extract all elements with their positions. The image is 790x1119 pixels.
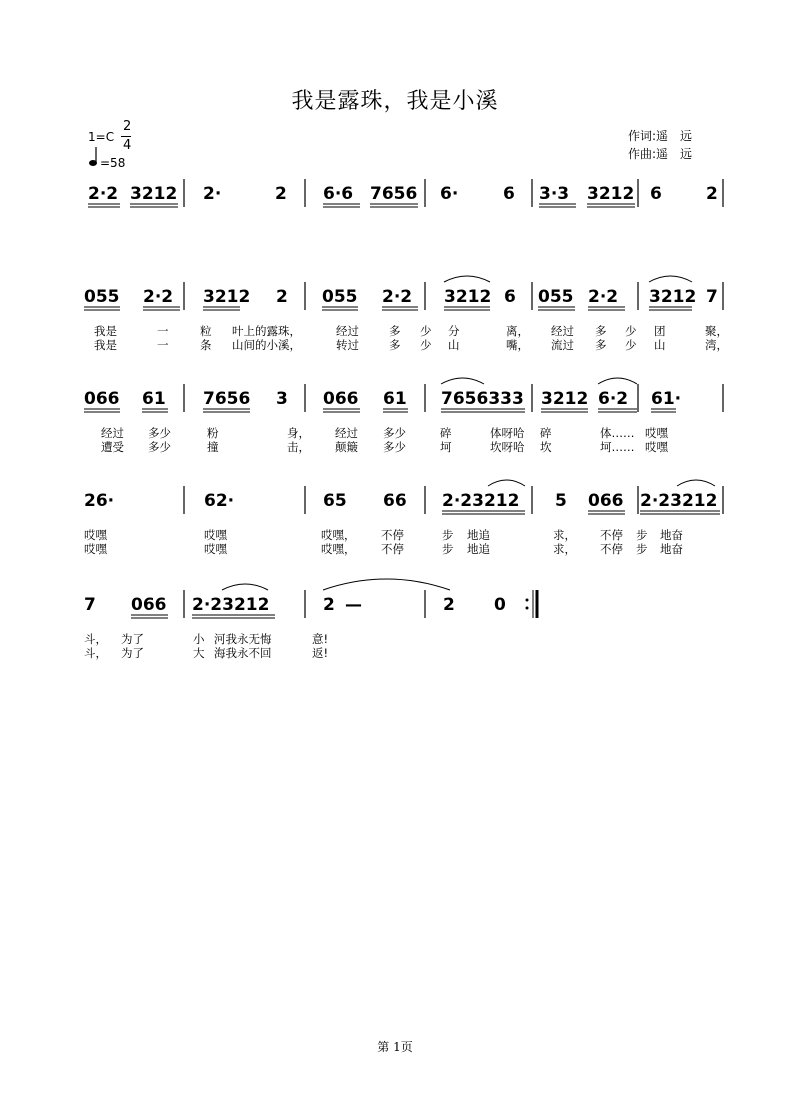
note-group: 2 bbox=[276, 287, 288, 307]
lyric-verse2: 湾， bbox=[705, 338, 728, 352]
note-group: 3212 bbox=[130, 184, 178, 204]
lyric-verse1: 哎嘿 bbox=[645, 426, 668, 440]
lyric-verse2: 撞 bbox=[207, 440, 219, 454]
lyric-verse2: 哎嘿 bbox=[645, 440, 668, 454]
lyric-verse1: 离， bbox=[506, 324, 529, 338]
note-group: 066 bbox=[588, 491, 624, 511]
lyric-verse2: 不停 bbox=[381, 542, 404, 556]
note-group: 2·23212 bbox=[192, 595, 270, 615]
lyric-verse1: 不停 bbox=[600, 528, 623, 542]
time-denominator: 4 bbox=[123, 138, 132, 153]
lyric-verse2: 哎嘿 bbox=[84, 542, 107, 556]
note-group: 6· bbox=[440, 184, 459, 204]
lyric-verse1: 经过 bbox=[336, 324, 359, 338]
note-group: 066 bbox=[131, 595, 167, 615]
note-group: 066 bbox=[84, 389, 120, 409]
lyric-verse1: 分 bbox=[448, 324, 460, 338]
note-group: 3212 bbox=[203, 287, 251, 307]
note-group: 2·2 bbox=[588, 287, 619, 307]
lyric-verse1: 少 bbox=[420, 324, 432, 338]
lyric-verse1: 多 bbox=[389, 324, 401, 338]
note-group: 055 bbox=[538, 287, 574, 307]
note-group: 6·2 bbox=[598, 389, 629, 409]
lyric-verse1: 斗， bbox=[84, 632, 107, 646]
note-group: 66 bbox=[383, 491, 407, 511]
time-numerator: 2 bbox=[123, 119, 132, 134]
note-group: 6·6 bbox=[323, 184, 354, 204]
note-group: 7656 bbox=[203, 389, 251, 409]
lyric-verse2: 山 bbox=[654, 338, 666, 352]
page-number: 第 1页 bbox=[377, 1040, 413, 1054]
lyric-verse1: 碎 bbox=[540, 426, 552, 440]
repeat-dot bbox=[526, 599, 529, 602]
slur-arc bbox=[441, 378, 484, 384]
note-group: 6 bbox=[650, 184, 662, 204]
lyric-verse2: 求， bbox=[553, 542, 576, 556]
note-group: 7656 bbox=[370, 184, 418, 204]
lyric-verse2: 地追 bbox=[467, 542, 490, 556]
note-group: 2· bbox=[203, 184, 222, 204]
lyric-verse1: 团 bbox=[654, 324, 666, 338]
lyric-verse1: 少 bbox=[625, 324, 637, 338]
lyric-verse2: 地奋 bbox=[660, 542, 683, 556]
lyric-verse1: 经过 bbox=[335, 426, 358, 440]
lyric-verse2: 转过 bbox=[336, 338, 359, 352]
slur-arc bbox=[323, 579, 450, 590]
note-group: 6 bbox=[504, 287, 516, 307]
note-group: 0 bbox=[494, 595, 506, 615]
lyric-verse2: 哎嘿 bbox=[204, 542, 227, 556]
slur-arc bbox=[444, 276, 490, 282]
lyric-verse2: 遭受 bbox=[101, 440, 124, 454]
lyric-verse1: 珠， bbox=[278, 324, 301, 338]
note-group: 2 bbox=[275, 184, 287, 204]
lyric-verse2: 少 bbox=[420, 338, 432, 352]
note-group: 6 bbox=[503, 184, 515, 204]
note-group: 61 bbox=[142, 389, 166, 409]
lyric-verse1: 哎嘿 bbox=[84, 528, 107, 542]
note-group: 2·23212 bbox=[640, 491, 718, 511]
lyric-verse1: 多少 bbox=[383, 426, 406, 440]
lyric-verse1: 意! bbox=[312, 632, 329, 646]
lyric-verse1: 多少 bbox=[148, 426, 171, 440]
lyric-verse1: 体呀哈 bbox=[490, 426, 525, 440]
lyric-verse1: 哎嘿， bbox=[321, 528, 356, 542]
lyric-verse1: 小 bbox=[193, 632, 205, 646]
lyric-verse2: 山 bbox=[448, 338, 460, 352]
lyricist-credit: 作词:遥 远 bbox=[628, 129, 693, 143]
lyric-verse1: 求， bbox=[553, 528, 576, 542]
lyric-verse2: 哎嘿， bbox=[321, 542, 356, 556]
lyric-verse1: 我是 bbox=[94, 324, 117, 338]
lyric-verse1: 多 bbox=[595, 324, 607, 338]
note-group: 61· bbox=[651, 389, 682, 409]
repeat-dot bbox=[526, 607, 529, 610]
note-group: 3 bbox=[276, 389, 288, 409]
note-group: 3212 bbox=[649, 287, 697, 307]
lyric-verse1: 粉 bbox=[207, 426, 219, 440]
lyric-verse2: 条 bbox=[200, 338, 212, 352]
note-group: 7 bbox=[706, 287, 718, 307]
note-group: 055 bbox=[322, 287, 358, 307]
lyric-verse1: 步 bbox=[636, 528, 648, 542]
lyric-verse2: 步 bbox=[442, 542, 454, 556]
lyric-verse2: 大 bbox=[193, 646, 205, 660]
lyric-verse1: 哎嘿 bbox=[204, 528, 227, 542]
lyric-verse2: 坎呀哈 bbox=[490, 440, 525, 454]
lyric-verse1: 聚， bbox=[705, 324, 728, 338]
lyric-verse2: 多 bbox=[389, 338, 401, 352]
lyric-verse1: 体…… bbox=[600, 426, 635, 440]
note-group: 3212 bbox=[541, 389, 589, 409]
lyric-verse1: 粒 bbox=[200, 324, 212, 338]
lyric-verse1: 经过 bbox=[551, 324, 574, 338]
lyric-verse2: 流过 bbox=[551, 338, 574, 352]
note-group: 2·23212 bbox=[442, 491, 520, 511]
lyric-verse2: 我是 bbox=[94, 338, 117, 352]
lyric-verse1: 地追 bbox=[467, 528, 490, 542]
note-group: 3·3 bbox=[539, 184, 570, 204]
song-title: 我是露珠，我是小溪 bbox=[291, 89, 499, 114]
lyric-verse1: 碎 bbox=[440, 426, 452, 440]
note-group: 2·2 bbox=[382, 287, 413, 307]
lyric-verse1: 一 bbox=[157, 324, 169, 338]
note-group: 2·2 bbox=[143, 287, 174, 307]
slur-arc bbox=[598, 378, 637, 384]
note-group: — bbox=[345, 595, 362, 615]
note-group: 61 bbox=[383, 389, 407, 409]
tempo-marking: =58 bbox=[100, 156, 126, 170]
note-group: 5 bbox=[555, 491, 567, 511]
note-group: 2·2 bbox=[88, 184, 119, 204]
lyric-verse2: 击， bbox=[287, 440, 310, 454]
lyric-verse2: 一 bbox=[157, 338, 169, 352]
lyric-verse2: 为了 bbox=[121, 646, 144, 660]
lyric-verse2: 步 bbox=[636, 542, 648, 556]
lyric-verse2: 不停 bbox=[600, 542, 623, 556]
slur-arc bbox=[649, 276, 692, 282]
note-group: 7 bbox=[84, 595, 96, 615]
lyric-verse2: 嘴， bbox=[506, 338, 529, 352]
lyric-verse2: 多少 bbox=[383, 440, 406, 454]
lyric-verse2: 颠簸 bbox=[335, 440, 358, 454]
note-group: 65 bbox=[323, 491, 347, 511]
note-group: 2 bbox=[706, 184, 718, 204]
slur-arc bbox=[488, 480, 525, 486]
note-group: 2 bbox=[443, 595, 455, 615]
lyric-verse1: 地奋 bbox=[660, 528, 683, 542]
note-group: 26· bbox=[84, 491, 115, 511]
lyric-verse2: 坷…… bbox=[600, 440, 635, 454]
lyric-verse2: 坎 bbox=[540, 440, 552, 454]
composer-credit: 作曲:遥 远 bbox=[628, 147, 693, 161]
lyric-verse2: 山间的小 bbox=[232, 338, 278, 352]
note-group: 7656333 bbox=[441, 389, 524, 409]
lyric-verse1: 为了 bbox=[121, 632, 144, 646]
slur-arc bbox=[222, 584, 268, 590]
lyric-verse2: 多 bbox=[595, 338, 607, 352]
lyric-verse2: 溪， bbox=[278, 338, 301, 352]
lyric-verse1: 河我永无悔 bbox=[214, 632, 272, 646]
lyric-verse1: 身， bbox=[287, 426, 310, 440]
lyric-verse2: 返! bbox=[312, 646, 329, 660]
note-group: 3212 bbox=[444, 287, 492, 307]
note-group: 3212 bbox=[587, 184, 635, 204]
lyric-verse2: 少 bbox=[625, 338, 637, 352]
note-group: 066 bbox=[323, 389, 359, 409]
lyric-verse1: 叶上的露 bbox=[232, 324, 278, 338]
slur-arc bbox=[677, 480, 715, 486]
note-group: 2 bbox=[323, 595, 335, 615]
note-group: 62· bbox=[204, 491, 235, 511]
lyric-verse1: 经过 bbox=[101, 426, 124, 440]
lyric-verse2: 多少 bbox=[148, 440, 171, 454]
lyric-verse2: 海我永不回 bbox=[214, 646, 272, 660]
lyric-verse2: 坷 bbox=[440, 440, 452, 454]
note-group: 055 bbox=[84, 287, 120, 307]
key-signature: 1=C bbox=[88, 130, 115, 144]
lyric-verse2: 斗， bbox=[84, 646, 107, 660]
lyric-verse1: 不停 bbox=[381, 528, 404, 542]
lyric-verse1: 步 bbox=[442, 528, 454, 542]
